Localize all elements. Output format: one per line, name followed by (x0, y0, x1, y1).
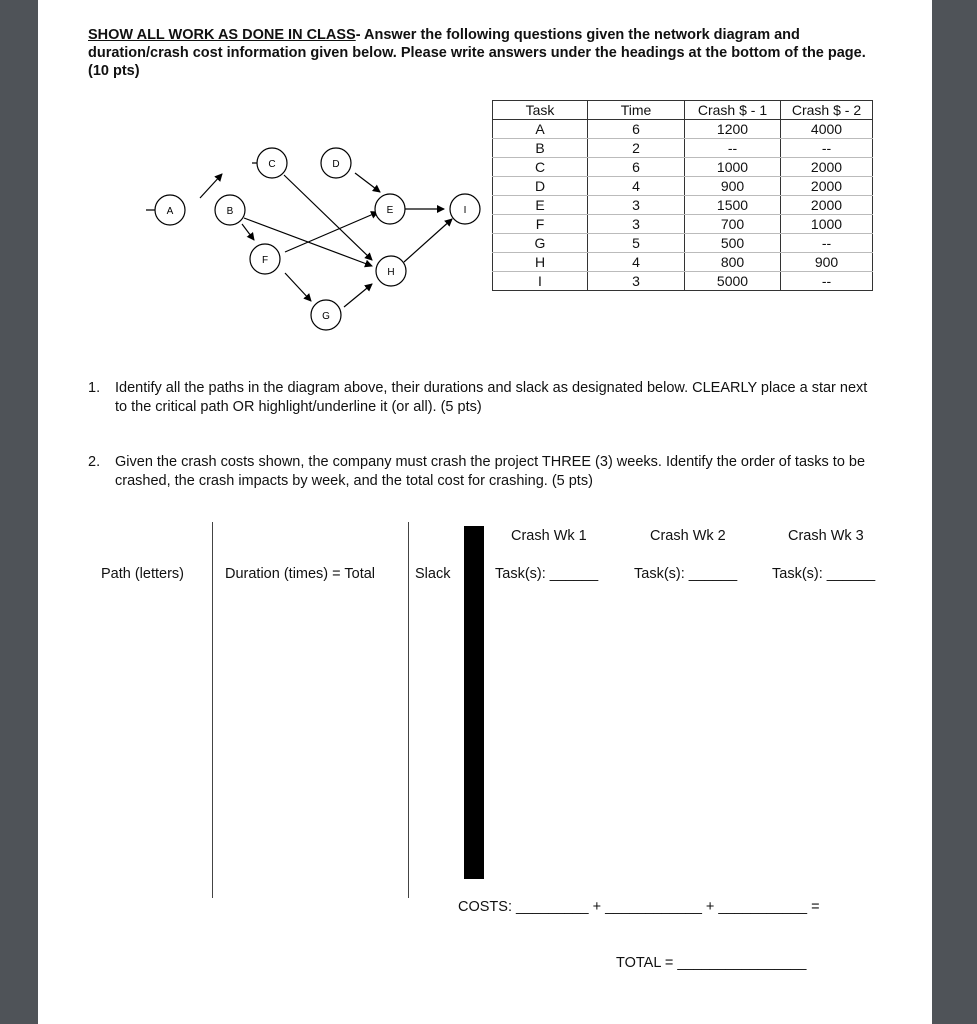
table-cell: -- (781, 272, 873, 291)
crash-week-1-label: Crash Wk 1 (511, 528, 587, 544)
node-b-label: B (226, 206, 234, 217)
network-diagram (110, 140, 500, 340)
table-cell: 700 (685, 215, 781, 234)
table-row (493, 120, 873, 139)
question-2 (88, 453, 878, 491)
table-cell: 900 (685, 177, 781, 196)
table-header-row (493, 101, 873, 120)
edge-g-h (344, 284, 372, 307)
table-header-cell: Time (588, 101, 685, 120)
node-c-label: C (268, 159, 276, 170)
table-header-cell: Crash $ - 2 (781, 101, 873, 120)
edge-f-e (285, 212, 378, 252)
table-cell: 3 (588, 215, 685, 234)
instructions-header (88, 26, 878, 80)
table-cell: 3 (588, 272, 685, 291)
edge-h-i (404, 219, 452, 262)
table-row (493, 158, 873, 177)
table-cell: 3 (588, 196, 685, 215)
node-a-label: A (166, 206, 174, 217)
question-1 (88, 379, 878, 417)
divider-duration-slack (408, 522, 409, 898)
table-cell: 5000 (685, 272, 781, 291)
table-row (493, 215, 873, 234)
table-cell: 2000 (781, 177, 873, 196)
costs-line: COSTS: _________ + ____________ + ___________ = (458, 899, 820, 915)
table-row (493, 177, 873, 196)
table-row (493, 139, 873, 158)
question-1-number: 1. (88, 380, 101, 396)
edge-d-e (355, 173, 380, 192)
table-cell: I (493, 272, 588, 291)
table-cell: 2000 (781, 196, 873, 215)
crash-week-3-label: Crash Wk 3 (788, 528, 864, 544)
question-2-text: Given the crash costs shown, the company must crash the project THREE (3) weeks. Identify the order of tasks to be crashed, the crash impacts by week, and the total cost for crashing. (5 pts) (115, 454, 866, 489)
node-d-label: D (332, 159, 340, 170)
table-cell: -- (685, 139, 781, 158)
table-cell: 800 (685, 253, 781, 272)
table-cell: G (493, 234, 588, 253)
table-cell: B (493, 139, 588, 158)
table-cell: 1000 (781, 215, 873, 234)
edge-b-f (242, 224, 254, 240)
table-cell: -- (781, 139, 873, 158)
table-cell: 4000 (781, 120, 873, 139)
table-row (493, 272, 873, 291)
question-1-text: Identify all the paths in the diagram above, their durations and slack as designated below. CLEARLY place a star next to the critical path OR highlight/underline it (or all). (5 pts) (115, 380, 868, 415)
instructions-emphasis: SHOW ALL WORK AS DONE IN CLASS (88, 27, 356, 43)
table-cell: 5 (588, 234, 685, 253)
table-cell: 900 (781, 253, 873, 272)
divider-slack-crash (464, 526, 484, 879)
table-row (493, 253, 873, 272)
path-label: Path (letters) (101, 566, 184, 582)
table-cell: -- (781, 234, 873, 253)
node-h-label: H (387, 267, 395, 278)
table-cell: C (493, 158, 588, 177)
worksheet-page (38, 0, 932, 1024)
table-cell: 1500 (685, 196, 781, 215)
table-cell: 4 (588, 253, 685, 272)
duration-label: Duration (times) = Total (225, 566, 376, 582)
table-cell: 4 (588, 177, 685, 196)
crash-week-1-tasks: Task(s): ______ (495, 566, 599, 582)
table-cell: 1200 (685, 120, 781, 139)
edge-f-g (285, 273, 311, 301)
table-header-cell: Crash $ - 1 (685, 101, 781, 120)
table-cell: F (493, 215, 588, 234)
table-cell: A (493, 120, 588, 139)
table-cell: 500 (685, 234, 781, 253)
node-e-label: E (386, 205, 394, 216)
question-2-number: 2. (88, 454, 101, 470)
table-cell: 6 (588, 120, 685, 139)
edge-b-c (200, 174, 222, 198)
table-row (493, 196, 873, 215)
node-f-label: F (261, 255, 269, 266)
total-line: TOTAL = ________________ (616, 955, 807, 971)
table-cell: 2000 (781, 158, 873, 177)
table-cell: 1000 (685, 158, 781, 177)
node-i-label: I (463, 205, 467, 216)
instructions-text: - Answer the following questions given the network diagram and duration/crash cost information given below. Please write answers under the headings at the bottom of the page. (10 pts) (88, 27, 866, 79)
table-cell: 2 (588, 139, 685, 158)
crash-week-3-tasks: Task(s): ______ (772, 566, 876, 582)
node-g-label: G (322, 311, 330, 322)
divider-path-duration (212, 522, 213, 898)
table-header-cell: Task (493, 101, 588, 120)
table-cell: H (493, 253, 588, 272)
table-cell: E (493, 196, 588, 215)
crash-week-2-label: Crash Wk 2 (650, 528, 726, 544)
table-row (493, 234, 873, 253)
table-cell: 6 (588, 158, 685, 177)
crash-week-2-tasks: Task(s): ______ (634, 566, 738, 582)
slack-label: Slack (415, 566, 451, 582)
task-table (492, 100, 873, 291)
table-cell: D (493, 177, 588, 196)
